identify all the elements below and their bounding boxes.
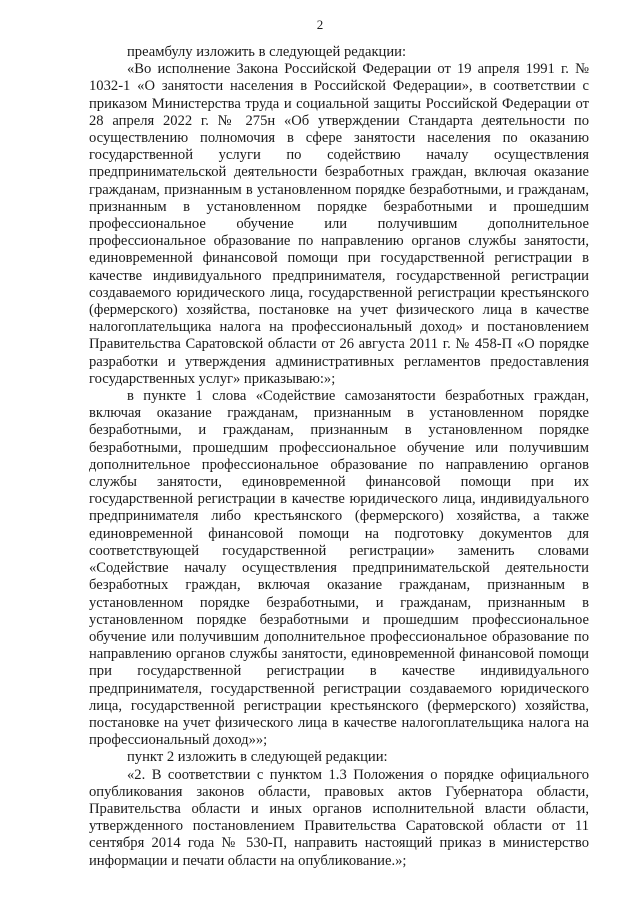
- paragraph-item-1-change: в пункте 1 слова «Содействие самозанятости безработных граждан, включая оказание гражданам, признанным в установленном порядке безработными, и гражданам, признанным в установленном порядке безработными, прошедшим профессиональное обучение или получившим дополнительное профессиональное образование по направлению органов службы занятости, единовременной финансовой помощи при их государственной регистрации в качестве юридического лица, индивидуального предпринимателя либо крестьянского (фермерского) хозяйства, а также единовременной финансовой помощи на подготовку документов для соответствующей государственной регистрации» заменить словами «Содействие началу осуществления предпринимательской деятельности безработных граждан, включая оказание гражданам, признанным в установленном порядке безработными, и гражданам, признанным в установленном порядке безработными и прошедшим профессиональное обучение или получившим дополнительное профессиональное образование по направлению органов службы занятости, единовременной финансовой помощи при государственной регистрации в качестве индивидуального предпринимателя, государственной регистрации создаваемого юридического лица, государственной регистрации крестьянского (фермерского) хозяйства, постановке на учет физического лица в качестве налогоплательщика налога на профессиональный доход»»;: [89, 388, 589, 749]
- paragraph-preamble-intro: преамбулу изложить в следующей редакции:: [127, 44, 407, 60]
- document-body: [89, 44, 589, 870]
- paragraph-preamble-text: «Во исполнение Закона Российской Федерации от 19 апреля 1991 г. № 1032-1 «О занятости населения в Российской Федерации», в соответствии с приказом Министерства труда и социальной защиты Российской Федерации от 28 апреля 2022 г. № 275н «Об утверждении Стандарта деятельности по осуществлению полномочия в сфере занятости населения по оказанию государственной услуги по содействию началу осуществления предпринимательской деятельности безработных граждан, включая оказание гражданам, признанным в установленном порядке безработными, и гражданам, признанным в установленном порядке безработными и прошедшим профессиональное обучение или получившим дополнительное профессиональное образование по направлению органов службы занятости, единовременной финансовой помощи при государственной регистрации в качестве индивидуального предпринимателя, государственной регистрации создаваемого юридического лица, государственной регистрации крестьянского (фермерского) хозяйства, постановке на учет физического лица в качестве налогоплательщика налога на профессиональный доход» и постановлением Правительства Саратовской области от 26 августа 2011 г. № 458-П «О порядке разработки и утверждения административных регламентов предоставления государственных услуг» приказываю:»;: [89, 61, 589, 387]
- paragraph-item-2-intro: пункт 2 изложить в следующей редакции:: [127, 749, 388, 766]
- paragraph-item-2-text: «2. В соответствии с пунктом 1.3 Положения о порядке официального опубликования законов области, правовых актов Губернатора области, Правительства области и иных органов исполнительной власти области, утвержденного постановлением Правительства Саратовской области от 11 сентября 2014 года № 530-П, направить настоящий приказ в министерство информации и печати области на опубликование.»;: [89, 766, 589, 869]
- page-number: 2: [316, 17, 324, 32]
